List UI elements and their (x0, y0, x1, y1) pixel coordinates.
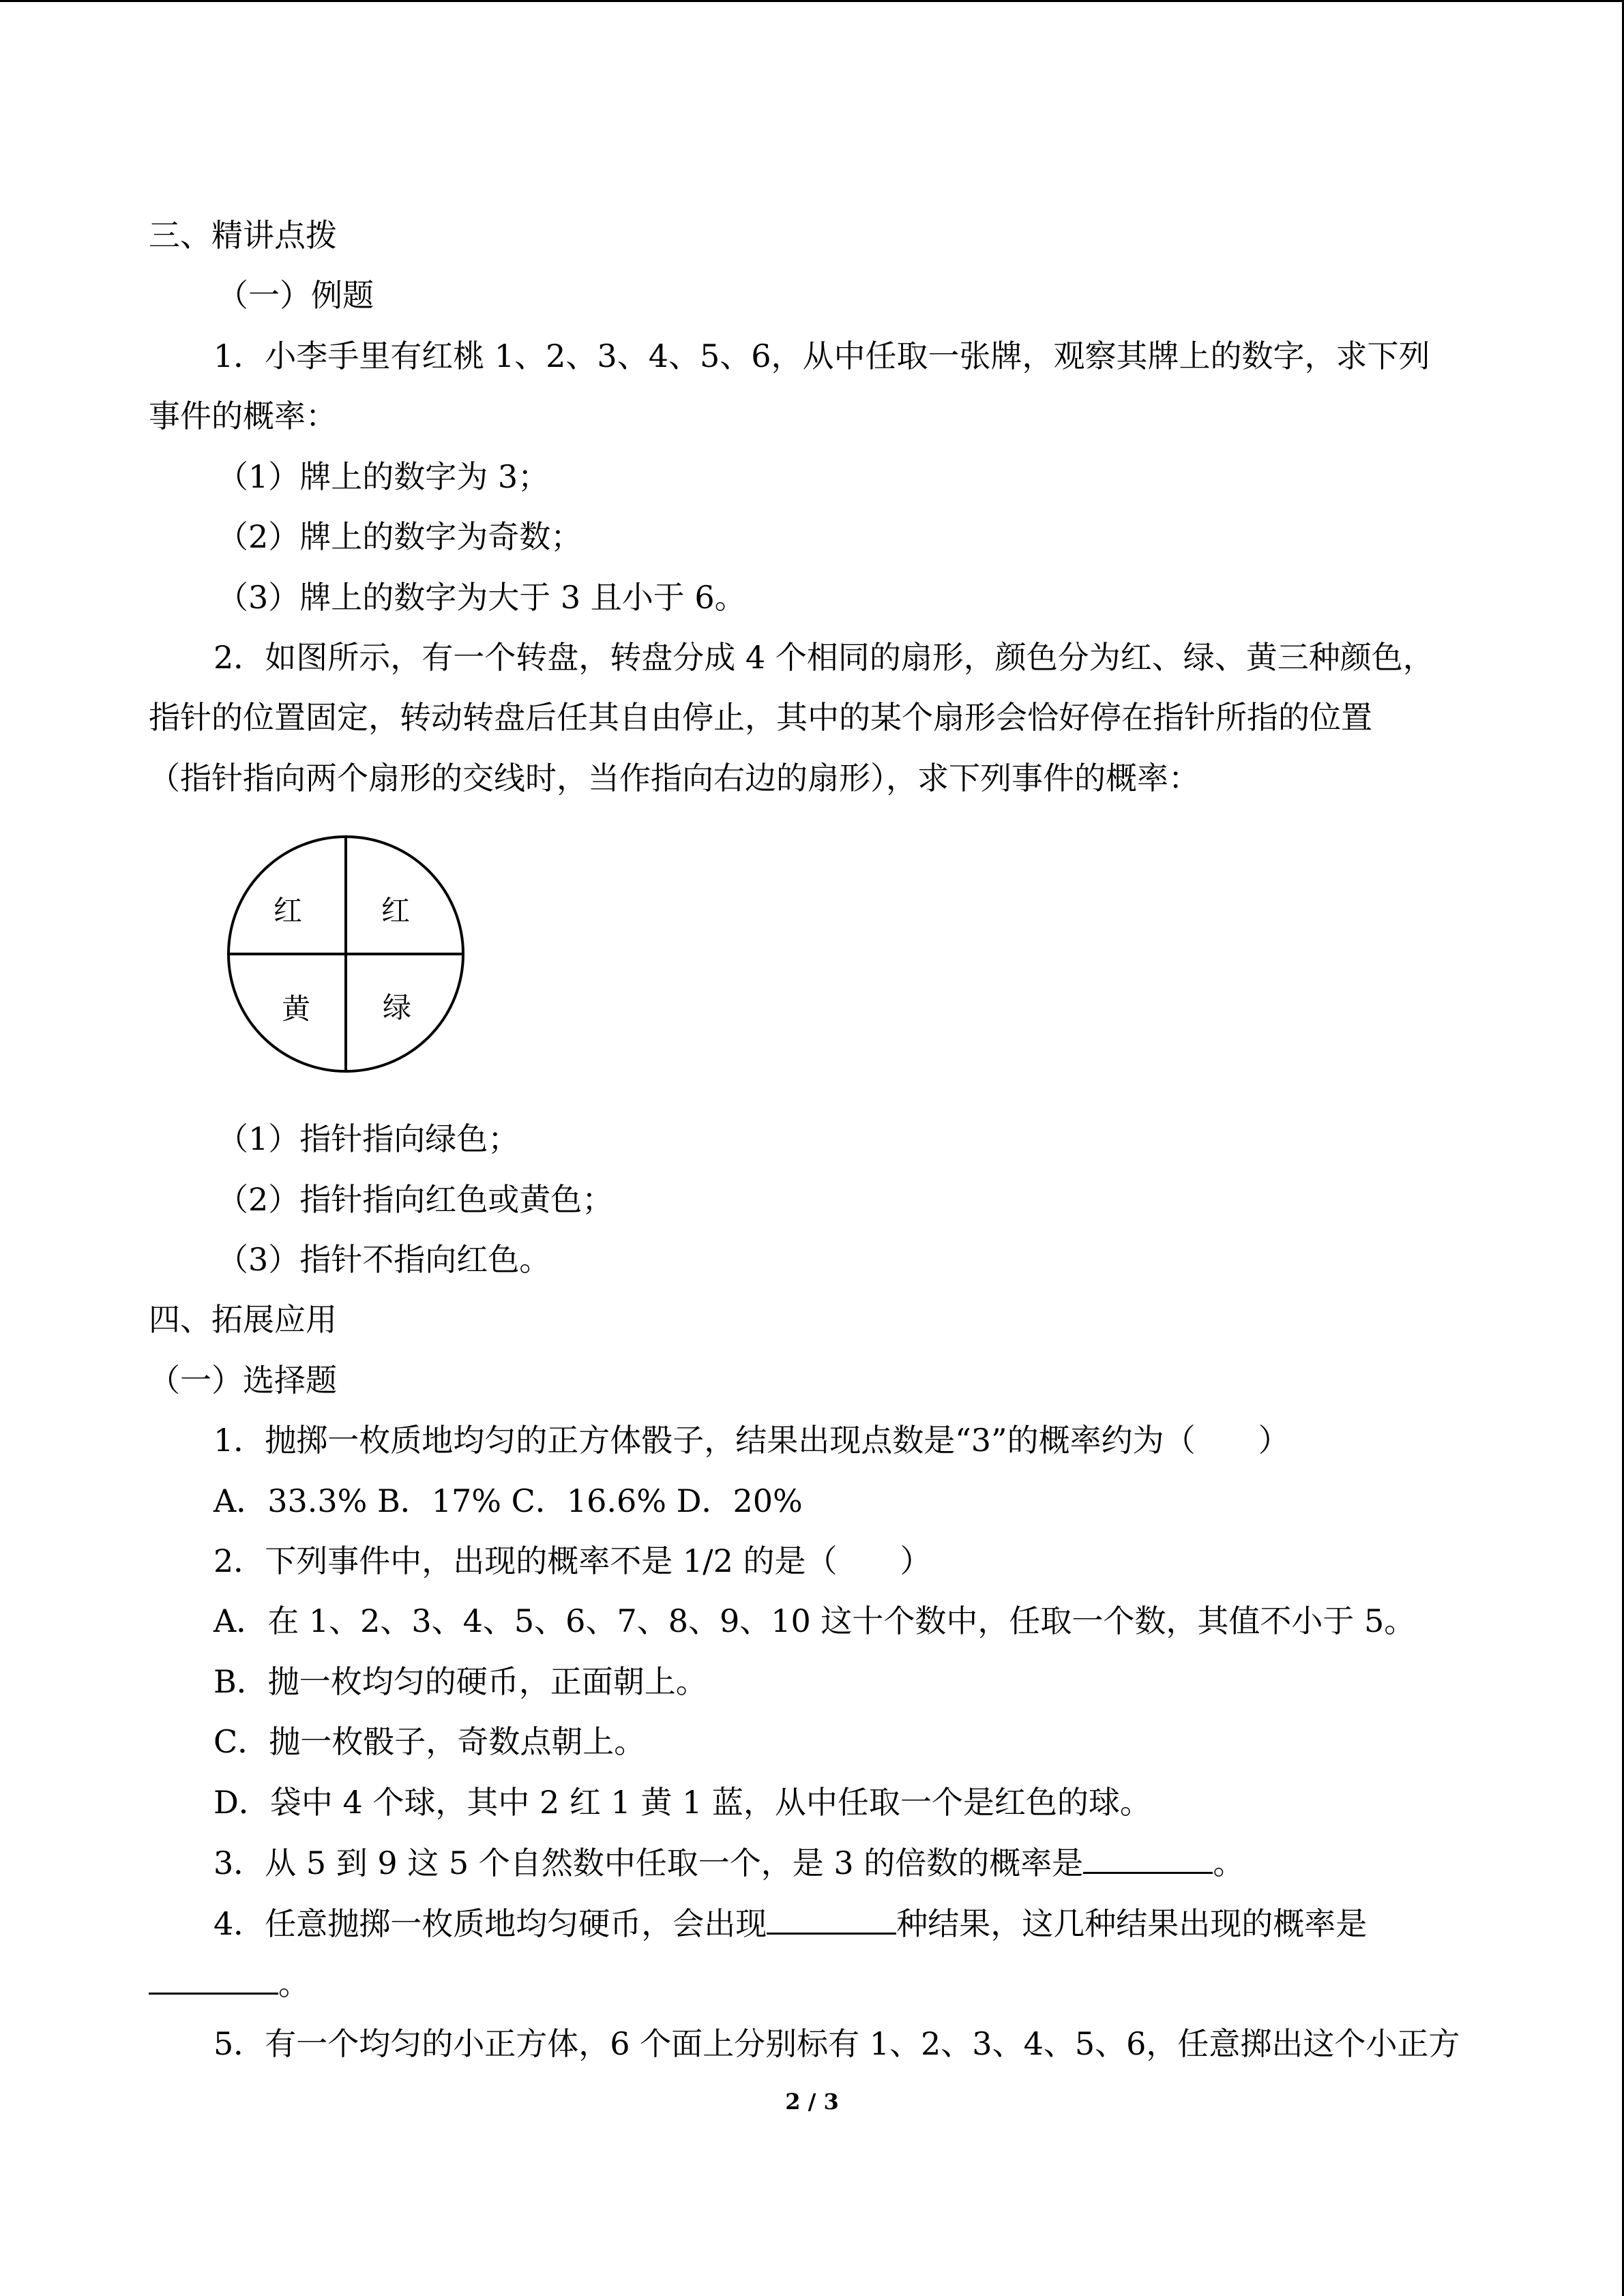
example-2-line-1: 2．如图所示，有一个转盘，转盘分成 4 个相同的扇形，颜色分为红、绿、黄三种颜色， (213, 639, 1434, 676)
fill-4-line-2 (149, 1963, 310, 2004)
choice-1-options: A．33.3% B．17% C．16.6% D．20% (213, 1482, 803, 1519)
fill-4-text-b: 种结果，这几种结果出现的概率是 (896, 1905, 1368, 1942)
fill-4-line (213, 1903, 1367, 1944)
sector-bottom-right-label: 绿 (382, 991, 412, 1024)
fill-3-text: 3．从 5 到 9 这 5 个自然数中任取一个，是 3 的倍数的概率是 (213, 1845, 1084, 1881)
choice-1-question: 1．抛掷一枚质地均匀的正方体骰子，结果出现点数是“3”的概率约为（ ） (213, 1422, 1290, 1459)
fill-4-end: 。 (278, 1965, 310, 2002)
fill-5-line: 5．有一个均匀的小正方体，6 个面上分别标有 1、2、3、4、5、6，任意掷出这个小正方 (213, 2025, 1460, 2062)
example-1-line-1: 1．小李手里有红桃 1、2、3、4、5、6，从中任取一张牌，观察其牌上的数字，求下列 (213, 338, 1430, 374)
section-4-heading: 四、拓展应用 (149, 1301, 337, 1338)
example-2-part-3: （3）指针不指向红色。 (217, 1241, 551, 1278)
sector-top-left-label: 红 (273, 894, 303, 927)
sector-top-right-label: 红 (381, 894, 411, 927)
example-1-line-2: 事件的概率： (149, 398, 337, 434)
choice-2-option-b: B．抛一枚均匀的硬币，正面朝上。 (213, 1663, 707, 1700)
page-top-border (0, 0, 1624, 2)
sector-bottom-left-label: 黄 (281, 992, 311, 1026)
example-2-line-2: 指针的位置固定，转动转盘后任其自由停止，其中的某个扇形会恰好停在指针所指的位置 (149, 699, 1372, 736)
fill-3-end: 。 (1213, 1845, 1245, 1881)
example-1-part-1: （1）牌上的数字为 3； (217, 458, 550, 495)
fill-4-text-a: 4．任意抛掷一枚质地均匀硬币，会出现 (213, 1905, 767, 1942)
choice-2-option-c: C．抛一枚骰子，奇数点朝上。 (213, 1723, 646, 1760)
example-1-part-2: （2）牌上的数字为奇数； (217, 518, 582, 555)
section-3-heading: 三、精讲点拨 (149, 217, 337, 254)
fill-3-line (213, 1842, 1244, 1883)
example-2-line-3: （指针指向两个扇形的交线时，当作指向右边的扇形），求下列事件的概率： (149, 760, 1200, 796)
example-2-part-2: （2）指针指向红色或黄色； (217, 1181, 614, 1218)
section-3-subheading: （一）例题 (217, 277, 374, 314)
choice-2-option-a: A．在 1、2、3、4、5、6、7、8、9、10 这十个数中，任取一个数，其值不小于 5。 (213, 1602, 1416, 1639)
page-number: 2 / 3 (785, 2089, 839, 2115)
section-4-subheading: （一）选择题 (149, 1362, 337, 1399)
spinner-figure (225, 833, 467, 1075)
choice-2-option-d: D．袋中 4 个球，其中 2 红 1 黄 1 蓝，从中任取一个是红色的球。 (213, 1784, 1151, 1821)
fill-3-blank[interactable] (1083, 1842, 1213, 1874)
fill-4-blank-1[interactable] (767, 1903, 896, 1935)
choice-2-question: 2．下列事件中，出现的概率不是 1/2 的是（ ） (213, 1542, 932, 1579)
example-1-part-3: （3）牌上的数字为大于 3 且小于 6。 (217, 579, 746, 616)
fill-4-blank-2[interactable] (149, 1963, 278, 1995)
example-2-part-1: （1）指针指向绿色； (217, 1120, 520, 1157)
